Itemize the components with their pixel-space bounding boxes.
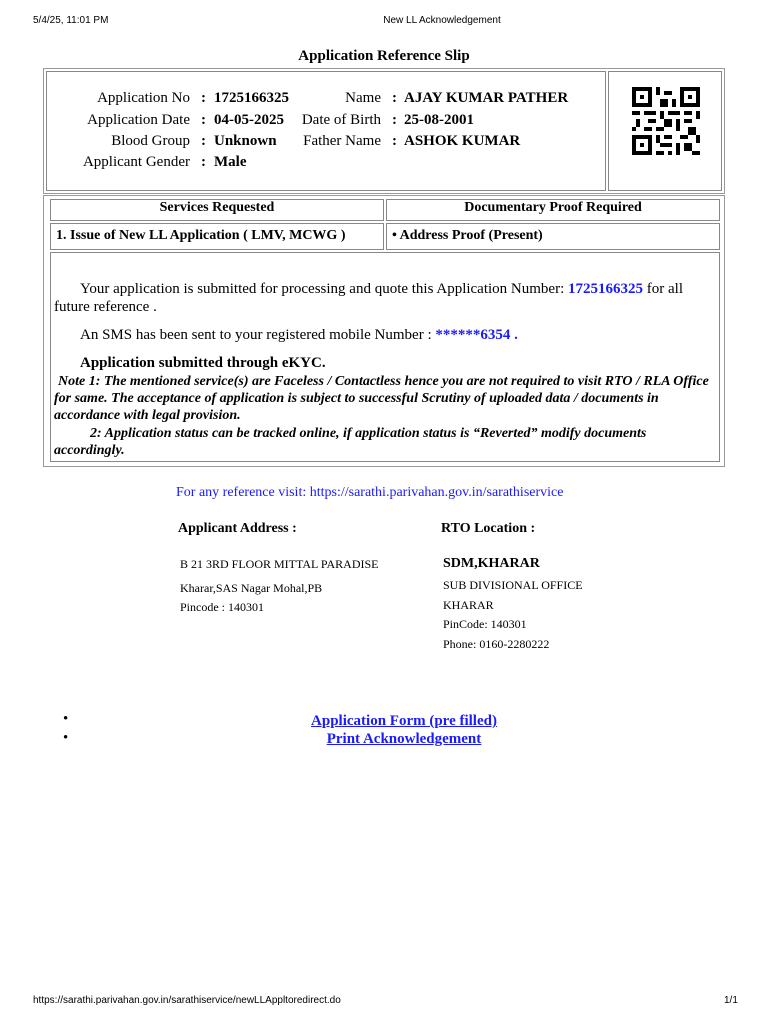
print-footer-page: 1/1 — [724, 995, 738, 1006]
gender-value: Male — [214, 154, 247, 170]
print-footer-url: https://sarathi.parivahan.gov.in/sarathiservice/newLLAppltoredirect.do — [33, 995, 341, 1006]
services-header: Services Requested — [159, 200, 275, 215]
sms-text: An SMS has been sent to your registered mobile Number : — [80, 327, 432, 343]
blood-group-label: Blood Group — [111, 133, 190, 149]
colon: : — [392, 112, 397, 128]
name-label: Name — [345, 90, 381, 106]
print-doc-title: New LL Acknowledgement — [383, 15, 501, 26]
father-label: Father Name — [303, 133, 381, 149]
submission-message-cont: future reference . — [54, 299, 157, 315]
submission-text-end: for all — [646, 281, 683, 297]
father-value: ASHOK KUMAR — [404, 133, 521, 149]
qr-code-icon — [632, 87, 700, 155]
reference-visit: For any reference visit: https://sarathi.parivahan.gov.in/sarathiservice — [176, 485, 564, 500]
rto-phone: Phone: 0160-2280222 — [443, 637, 550, 651]
colon: : — [201, 112, 206, 128]
submission-message — [80, 281, 683, 298]
application-date-label: Application Date — [87, 112, 190, 128]
colon: : — [201, 90, 206, 106]
rto-line-1: SUB DIVISIONAL OFFICE — [443, 578, 583, 592]
dob-label: Date of Birth — [301, 112, 381, 128]
sms-message — [80, 327, 518, 344]
address-line-2: Kharar,SAS Nagar Mohal,PB — [180, 581, 323, 595]
colon: : — [201, 154, 206, 170]
application-date-value: 04-05-2025 — [214, 112, 284, 128]
application-no-label: Application No — [97, 90, 190, 106]
name-value: AJAY KUMAR PATHER — [404, 90, 569, 106]
gender-label: Applicant Gender — [82, 154, 190, 170]
note-2: 2: Application status can be tracked online, if application status is “Reverted” modify documents accordingly. — [54, 426, 647, 458]
bullet-icon: • — [63, 730, 69, 746]
rto-name: SDM,KHARAR — [443, 556, 540, 571]
colon: : — [392, 133, 397, 149]
print-acknowledgement-link[interactable]: Print Acknowledgement — [326, 731, 482, 747]
proof-item: • Address Proof (Present) — [392, 228, 543, 243]
print-datetime: 5/4/25, 11:01 PM — [33, 15, 109, 26]
applicant-address-heading: Applicant Address : — [178, 521, 297, 536]
note-1: Note 1: The mentioned service(s) are Faceless / Contactless hence you are not required to visit RTO / RLA Office for same. The acceptance of application is subject to successful Scrutiny of uploaded data / documents in accordance with legal provision. — [54, 374, 709, 423]
colon: : — [392, 90, 397, 106]
rto-line-2: KHARAR — [443, 598, 494, 612]
application-form-link[interactable]: Application Form (pre filled) — [311, 713, 497, 729]
row-gender — [0, 154, 768, 174]
ekyc-note: Application submitted through eKYC. — [80, 355, 326, 371]
rto-pincode: PinCode: 140301 — [443, 617, 527, 631]
submission-app-number: 1725166325 — [568, 281, 643, 297]
blood-group-value: Unknown — [214, 133, 277, 149]
address-pincode: Pincode : 140301 — [180, 600, 264, 614]
application-no-value: 1725166325 — [214, 90, 289, 106]
proof-header: Documentary Proof Required — [464, 200, 642, 215]
sms-mobile-number: ******6354 . — [435, 327, 518, 343]
address-line-1: B 21 3RD FLOOR MITTAL PARADISE — [180, 557, 379, 571]
bullet-icon: • — [63, 711, 69, 727]
dob-value: 25-08-2001 — [404, 112, 474, 128]
service-item: 1. Issue of New LL Application ( LMV, MCWG ) — [56, 228, 346, 243]
rto-location-heading: RTO Location : — [441, 521, 536, 536]
submission-text: Your application is submitted for processing and quote this Application Number: — [80, 281, 565, 297]
page-title: Application Reference Slip — [298, 48, 470, 64]
colon: : — [201, 133, 206, 149]
